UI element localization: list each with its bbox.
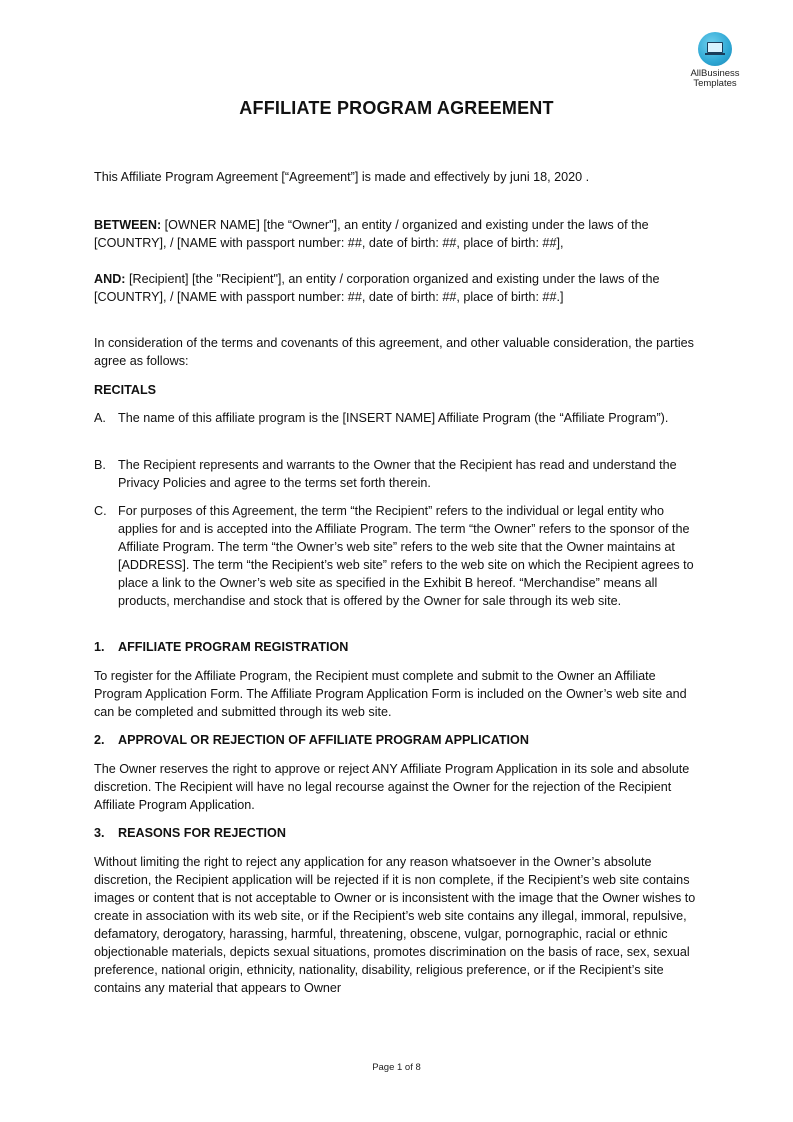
section-heading (94, 731, 529, 749)
recital-marker: B. (94, 458, 106, 472)
consideration-paragraph: In consideration of the terms and covenants of this agreement, and other valuable consideration, the parties agree as follows: (94, 336, 694, 368)
recital-item (94, 502, 706, 610)
section-heading (94, 638, 348, 656)
between-paragraph (94, 216, 706, 252)
recitals-heading: RECITALS (94, 383, 157, 397)
section-title: APPROVAL OR REJECTION OF AFFILIATE PROGRAM APPLICATION (118, 733, 529, 747)
and-paragraph (94, 270, 706, 306)
between-text: [OWNER NAME] [the “Owner"], an entity / organized and existing under the laws of the [COUNTRY], / [NAME with passport number: ##, date of birth: ##, place of birth: ##], (94, 218, 649, 250)
laptop-icon (698, 32, 732, 66)
section-paragraph: To register for the Affiliate Program, the Recipient must complete and submit to the Owner an Affiliate Program Application Form. The Affiliate Program Application Form is included on the Owner’s web site and can be completed and submitted through its web site. (94, 669, 687, 719)
company-logo[interactable] (676, 32, 754, 89)
page-number: Page 1 of 8 (372, 1062, 421, 1073)
intro-paragraph: This Affiliate Program Agreement [“Agreement”] is made and effectively by juni 18, 2020 . (94, 170, 590, 184)
logo-line-1: AllBusiness (690, 68, 740, 79)
section-title: AFFILIATE PROGRAM REGISTRATION (118, 640, 349, 654)
recital-item (94, 456, 706, 492)
and-label: AND: (94, 272, 126, 286)
section-paragraph: Without limiting the right to reject any application for any reason whatsoever in the Owner’s absolute discretion, the Recipient application will be rejected if it is non complete, if the Recipient’s web site contains images or content that is not acceptable to Owner or is inconsistent with the image that the Owner wishes to create in association with its web site, or if the Recipient’s web site contains any illegal, immoral, repulsive, defamatory, derogatory, harassing, harmful, threatening, obscene, vulgar, pornographic, racial or ethnic objectionable materials, depicts sexual situations, promotes discrimination on the basis of race, sex, sexual preference, national origin, ethnicity, nationality, disability, religious preference, or if the Recipient’s site contains any material that appears to Owner (94, 855, 696, 995)
recital-text: The name of this affiliate program is the [INSERT NAME] Affiliate Program (the “Affiliate Program”). (118, 411, 669, 425)
section-title: REASONS FOR REJECTION (118, 826, 286, 840)
recital-marker: A. (94, 411, 106, 425)
document-title: AFFILIATE PROGRAM AGREEMENT (239, 98, 554, 118)
recital-marker: C. (94, 504, 107, 518)
section-number: 3. (94, 826, 105, 840)
recital-text: The Recipient represents and warrants to the Owner that the Recipient has read and understand the Privacy Policies and agree to the terms set forth therein. (118, 458, 677, 490)
and-text: [Recipient] [the "Recipient"], an entity / corporation organized and existing under the laws of the [COUNTRY], / [NAME with passport number: ##, date of birth: ##, place of birth: ##.] (94, 272, 660, 304)
section-heading (94, 824, 286, 842)
between-label: BETWEEN: (94, 218, 162, 232)
section-number: 2. (94, 733, 105, 747)
section-number: 1. (94, 640, 105, 654)
recital-text: For purposes of this Agreement, the term “the Recipient” refers to the individual or legal entity who applies for and is accepted into the Affiliate Program. The term “the Owner” refers to the sponsor of the Affiliate Program. The term “the Owner’s web site” refers to the web site that the Owner maintains at [ADDRESS]. The term “the Recipient’s web site” refers to the web site on which the Recipient agrees to place a link to the Owner’s web site as specified in the Exhibit B hereof. “Merchandise” means all products, merchandise and stock that is offered by the Owner for sale through its web site. (118, 504, 694, 608)
section-paragraph: The Owner reserves the right to approve or reject ANY Affiliate Program Application in its sole and absolute discretion. The Recipient will have no legal recourse against the Owner for the rejection of the Recipient Affiliate Program Application. (94, 762, 690, 812)
logo-line-2: Templates (693, 78, 737, 89)
logo-text (676, 69, 754, 89)
recital-item (94, 409, 706, 427)
